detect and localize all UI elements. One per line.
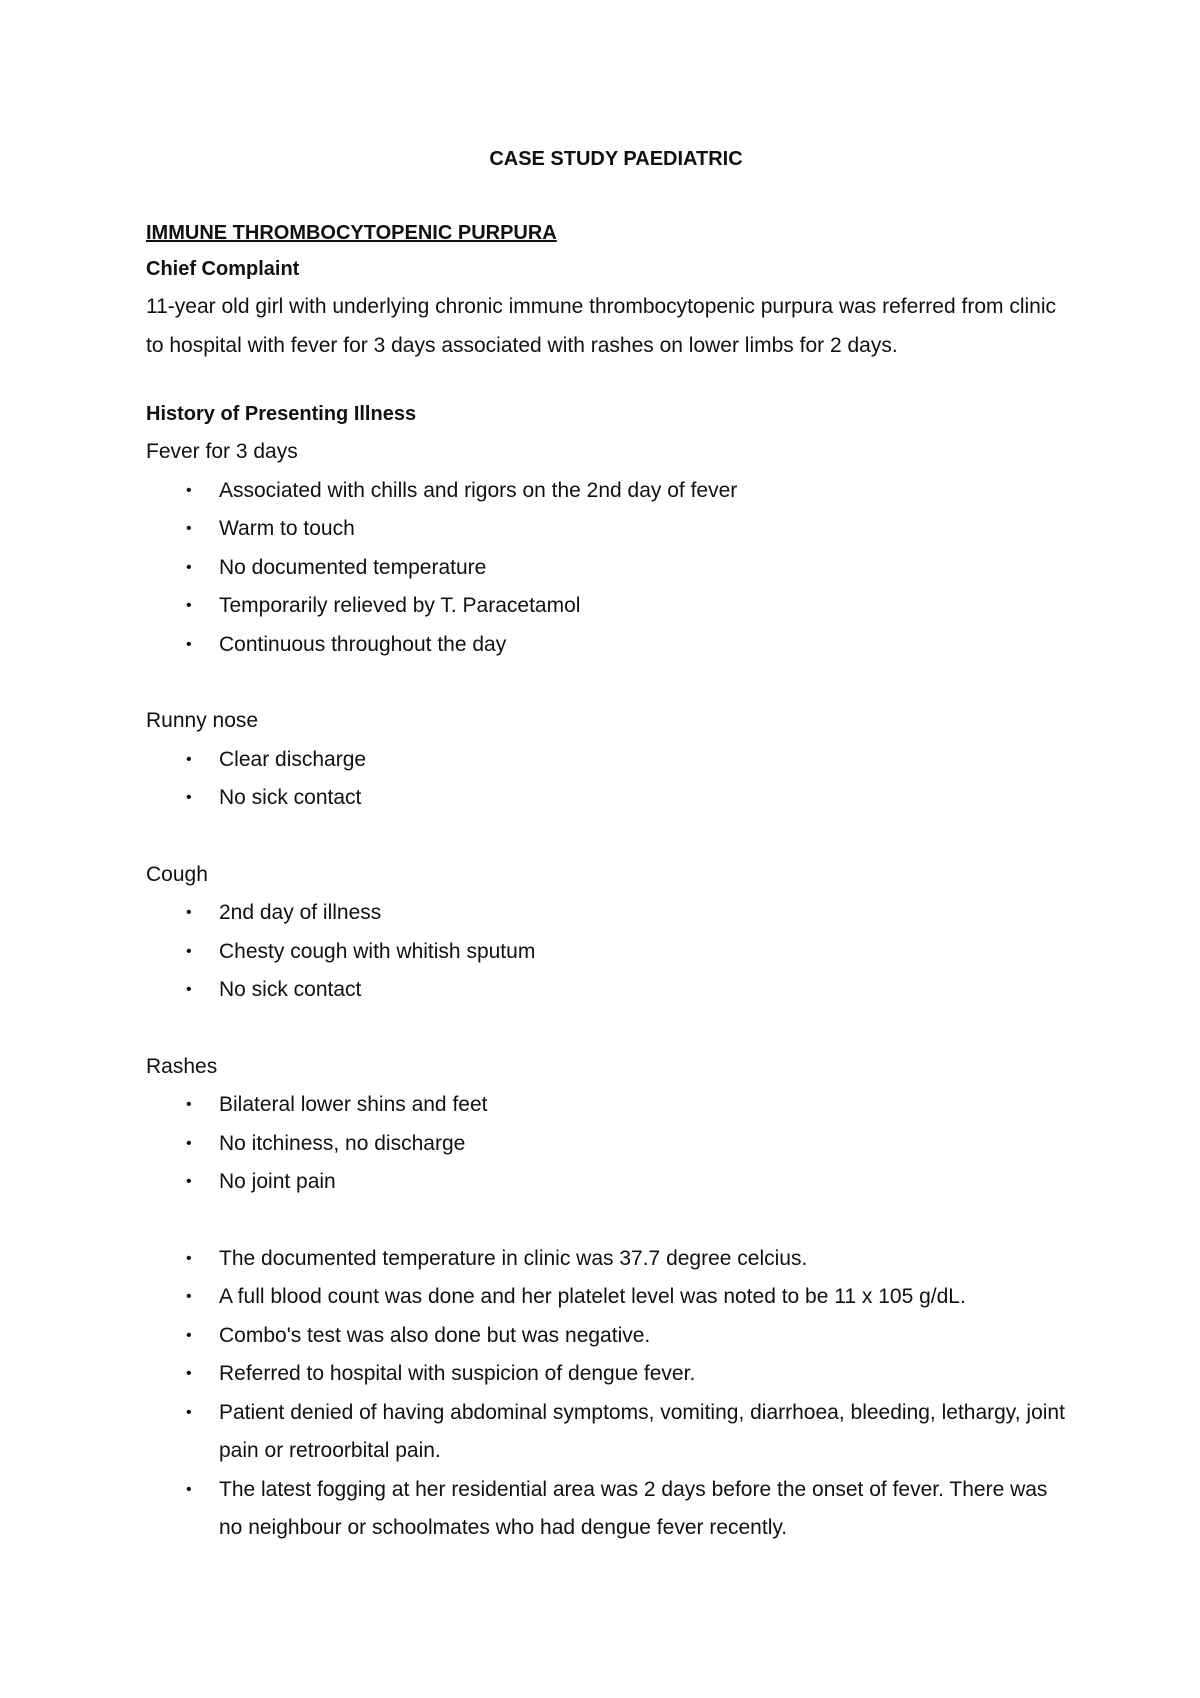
list-item: [146, 1471, 1066, 1548]
bullet-icon: •: [186, 1173, 192, 1190]
symptom-label: Fever for 3 days: [146, 440, 298, 463]
document-content: [146, 144, 1066, 1548]
blank-line: [146, 1202, 1066, 1240]
list-item: [146, 1086, 1066, 1125]
list-item-text: A full blood count was done and her platelet level was noted to be 11 x 105 g/dL.: [219, 1285, 966, 1308]
list-item-text: No documented temperature: [219, 555, 487, 579]
symptom-group-fever: [146, 433, 1066, 664]
list-item: [146, 1278, 1066, 1317]
list-item-text: The latest fogging at her residential area was 2 days before the onset of fever. There was no neighbour or schoolmates who had dengue fever recently.: [219, 1477, 1048, 1539]
list-item-text: Bilateral lower shins and feet: [219, 1093, 488, 1116]
bullet-icon: •: [186, 1403, 192, 1421]
bullet-icon: •: [186, 558, 192, 576]
list-item: [146, 1163, 1066, 1202]
list-item-text: Combo's test was also done but was negative.: [219, 1323, 651, 1347]
symptom-group-rashes: [146, 1048, 1066, 1202]
list-item-text: Patient denied of having abdominal symptoms, vomiting, diarrhoea, bleeding, lethargy, joint pain or retroorbital pain.: [219, 1400, 1065, 1462]
document-title: CASE STUDY PAEDIATRIC: [489, 148, 743, 170]
bullet-icon: •: [186, 635, 192, 653]
hopi-heading: History of Presenting Illness: [146, 403, 417, 425]
symptom-list: [146, 1086, 1066, 1202]
symptom-label: Cough: [146, 862, 208, 886]
list-item-text: Referred to hospital with suspicion of dengue fever.: [219, 1362, 696, 1385]
bullet-icon: •: [186, 1480, 192, 1498]
list-item-text: Warm to touch: [219, 517, 355, 540]
list-item: [146, 779, 1066, 818]
bullet-icon: •: [186, 481, 192, 499]
symptom-label: Runny nose: [146, 709, 259, 732]
list-item: [146, 587, 1066, 626]
list-item: [146, 971, 1066, 1010]
symptom-group-runny-nose: [146, 702, 1066, 818]
additional-findings-list: [146, 1240, 1066, 1548]
chief-complaint-text: 11-year old girl with underlying chronic immune thrombocytopenic purpura was referred from clinic to hospital with fever for 3 days associated with rashes on lower limbs for 2 days.: [146, 295, 1057, 357]
list-item-text: No joint pain: [219, 1170, 336, 1193]
list-item: [146, 1317, 1066, 1356]
list-item: [146, 1125, 1066, 1164]
blank-line: [146, 664, 1066, 702]
bullet-icon: •: [186, 1288, 192, 1305]
list-item-text: Chesty cough with whitish sputum: [219, 939, 536, 963]
list-item: [146, 894, 1066, 933]
section-heading: IMMUNE THROMBOCYTOPENIC PURPURA: [146, 222, 557, 244]
list-item-text: The documented temperature in clinic was 37.7 degree celcius.: [219, 1246, 808, 1270]
bullet-icon: •: [186, 904, 192, 921]
list-item-text: 2nd day of illness: [219, 901, 382, 924]
bullet-icon: •: [186, 789, 192, 806]
blank-line: [146, 1010, 1066, 1048]
list-item: [146, 510, 1066, 549]
symptom-label: Rashes: [146, 1054, 218, 1078]
bullet-icon: •: [186, 520, 192, 537]
list-item-text: No sick contact: [219, 978, 362, 1001]
list-item-text: Clear discharge: [219, 747, 367, 771]
list-item-text: No itchiness, no discharge: [219, 1131, 466, 1155]
list-item: [146, 741, 1066, 780]
list-item: [146, 1240, 1066, 1279]
symptom-list: [146, 741, 1066, 818]
bullet-icon: •: [186, 942, 192, 960]
bullet-icon: •: [186, 1249, 192, 1267]
list-item-text: No sick contact: [219, 786, 362, 809]
chief-complaint-heading: Chief Complaint: [146, 258, 300, 280]
list-item: [146, 626, 1066, 665]
bullet-icon: •: [186, 1326, 192, 1344]
list-item-text: Continuous throughout the day: [219, 632, 507, 656]
bullet-icon: •: [186, 1134, 192, 1152]
list-item: [146, 1394, 1066, 1471]
list-item: [146, 472, 1066, 511]
bullet-icon: •: [186, 1096, 192, 1113]
list-item-text: Associated with chills and rigors on the 2nd day of fever: [219, 478, 738, 502]
symptom-list: [146, 894, 1066, 1010]
list-item: [146, 1355, 1066, 1394]
bullet-icon: •: [186, 981, 192, 998]
bullet-icon: •: [186, 597, 192, 614]
bullet-icon: •: [186, 1365, 192, 1382]
list-item: [146, 933, 1066, 972]
list-item-text: Temporarily relieved by T. Paracetamol: [219, 594, 581, 617]
blank-line: [146, 818, 1066, 856]
list-item: [146, 549, 1066, 588]
symptom-group-cough: [146, 856, 1066, 1010]
bullet-icon: •: [186, 750, 192, 768]
symptom-list: [146, 472, 1066, 665]
